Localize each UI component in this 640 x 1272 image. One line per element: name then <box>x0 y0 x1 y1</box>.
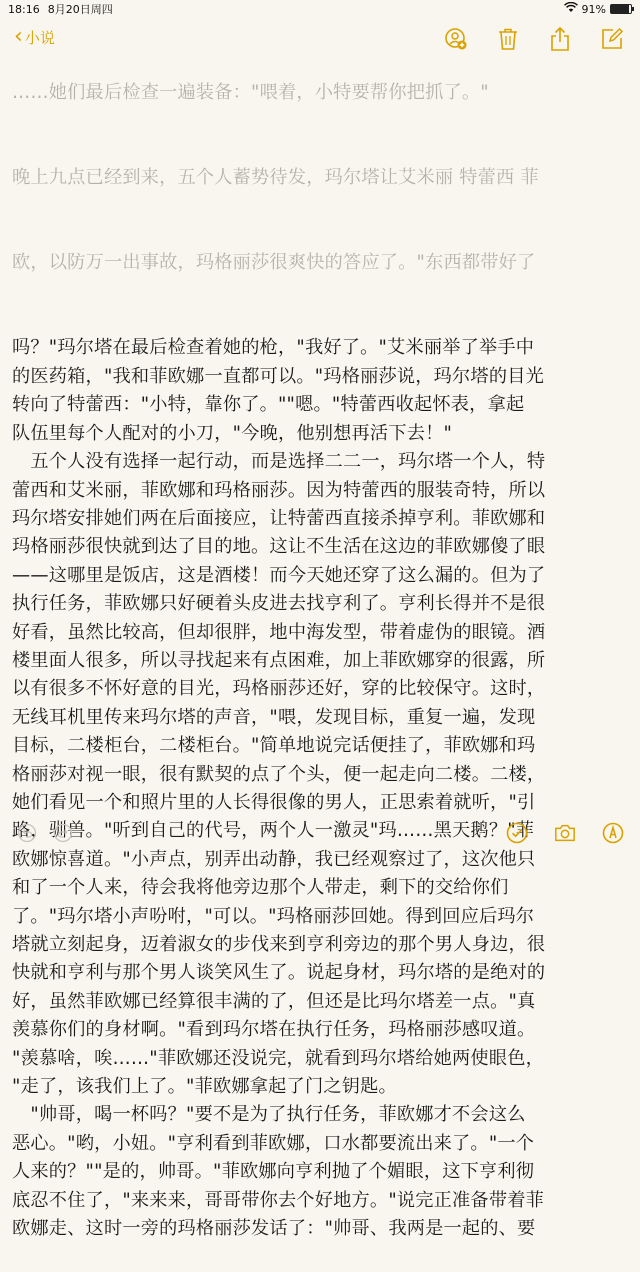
note-body[interactable] <box>12 22 632 1272</box>
note-line: "帅哥，喝一杯吗？"要不是为了执行任务，菲欧娜才不会这么 <box>12 1104 526 1126</box>
note-line: 快就和亨利与那个男人谈笑风生了。说起身材，玛尔塔的是绝对的 <box>12 962 546 984</box>
navigation-bar <box>0 18 640 58</box>
note-line: 格丽莎对视一眼，很有默契的点了个头，便一起走向二楼。二楼， <box>12 763 546 785</box>
status-date: 8月20日周四 <box>47 3 113 16</box>
note-line: 楼里面人很多，所以寻找起来有点困难，加上菲欧娜穿的很露，所 <box>12 649 546 671</box>
status-bar <box>0 0 640 18</box>
note-line: 玛格丽莎很快就到达了目的地。这让不生活在这边的菲欧娜傻了眼 <box>12 536 546 558</box>
note-line: 的医药箱，"我和菲欧娜一直都可以。"玛格丽莎说，玛尔塔的目光 <box>12 365 544 387</box>
note-line: 羡慕你们的身材啊。"看到玛尔塔在执行任务，玛格丽莎感叹道。 <box>12 1019 536 1041</box>
back-button-label: 小说 <box>24 28 55 47</box>
note-line: 无线耳机里传来玛尔塔的声音，"喂，发现目标，重复一遍，发现 <box>12 706 536 728</box>
note-line: 恶心。"哟，小妞。"亨利看到菲欧娜，口水都要流出来了。"一个 <box>12 1132 535 1154</box>
status-right <box>564 2 632 16</box>
back-button[interactable] <box>14 26 55 48</box>
note-line: 了。"玛尔塔小声吩咐，"可以。"玛格丽莎回她。得到回应后玛尔 <box>12 905 535 927</box>
trash-icon[interactable] <box>494 26 522 52</box>
share-icon[interactable] <box>546 26 574 52</box>
battery-percent: 91% <box>581 2 606 16</box>
status-time: 18:16 <box>8 2 40 16</box>
note-line: 目标，二楼柜台，二楼柜台。"简单地说完话便挂了，菲欧娜和玛 <box>12 735 536 757</box>
note-line: 人来的？""是的，帅哥。"菲欧娜向亨利抛了个媚眼，这下亨利彻 <box>12 1161 535 1183</box>
camera-icon[interactable] <box>554 822 576 844</box>
note-line: 和了一个人来，待会我将他旁边那个人带走，剩下的交给你们 <box>12 877 509 899</box>
add-collaborator-icon[interactable] <box>442 26 470 52</box>
note-line: 五个人没有选择一起行动，而是选择二二一，玛尔塔一个人，特 <box>12 451 546 473</box>
note-line-faded: 欧，以防万一出事故，玛格丽莎很爽快的答应了。"东西都带好了 <box>12 252 536 274</box>
note-line: 她们看见一个和照片里的人长得很像的男人，正思索着就听，"引 <box>12 791 536 813</box>
note-line: 蕾西和艾米丽，菲欧娜和玛格丽莎。因为特蕾西的服装奇特，所以 <box>12 479 546 501</box>
battery-icon <box>610 4 632 14</box>
note-line: 底忍不住了，"来来来，哥哥带你去个好地方。"说完正准备带着菲 <box>12 1189 544 1211</box>
note-line: 执行任务，菲欧娜只好硬着头皮进去找亨利了。亨利长得并不是很 <box>12 593 546 615</box>
note-line: 好，虽然菲欧娜已经算很丰满的了，但还是比玛尔塔差一点。"真 <box>12 990 536 1012</box>
note-line: 队伍里每个人配对的小刀，"今晚，他别想再活下去！" <box>12 422 453 444</box>
wifi-icon <box>564 2 578 16</box>
note-line: 塔就立刻起身，迈着淑女的步伐来到亨利旁边的那个男人身边，很 <box>12 934 546 955</box>
note-line: 欧娜走、这时一旁的玛格丽莎发话了："帅哥、我两是一起的、要 <box>12 1218 536 1240</box>
note-line: 路，驯兽。"听到自己的代号，两个人一激灵"玛……黑天鹅？"菲 <box>12 820 535 842</box>
note-line: "羡慕啥，唉……"菲欧娜还没说完，就看到玛尔塔给她两使眼色， <box>12 1047 544 1069</box>
checklist-icon[interactable] <box>506 822 528 844</box>
redo-icon[interactable] <box>52 822 74 844</box>
chevron-left-icon: ‹ <box>14 24 23 49</box>
note-line: 转向了特蕾西："小特，靠你了。""嗯。"特蕾西收起怀表，拿起 <box>12 394 525 416</box>
note-line: 以有很多不怀好意的目光，玛格丽莎还好，穿的比较保守。这时， <box>12 678 546 700</box>
note-line: 欧娜惊喜道。"小声点，别弄出动静，我已经观察过了，这次他只 <box>12 848 536 870</box>
compose-icon[interactable] <box>598 26 626 52</box>
note-line: 好看，虽然比较高，但却很胖，地中海发型，带着虚伪的眼镜。酒 <box>12 621 546 643</box>
note-line: 吗？"玛尔塔在最后检查着她的枪，"我好了。"艾米丽举了举手中 <box>12 337 535 359</box>
markup-pen-icon[interactable] <box>602 822 624 844</box>
note-line: 玛尔塔安排她们两在后面接应，让特蕾西直接杀掉亨利。菲欧娜和 <box>12 507 546 529</box>
note-line: ——这哪里是饭店，这是酒楼！而今天她还穿了这么漏的。但为了 <box>12 564 546 586</box>
undo-icon[interactable] <box>16 822 38 844</box>
note-line: "走了，该我们上了。"菲欧娜拿起了门之钥匙。 <box>12 1076 397 1098</box>
toolbar <box>442 26 626 52</box>
note-line-faded: 晚上九点已经到来，五个人蓄势待发，玛尔塔让艾米丽 特蕾西 菲 <box>12 167 539 189</box>
note-text <box>12 334 632 1243</box>
bottom-toolbar <box>0 813 640 853</box>
note-line-faded: ……她们最后检查一遍装备："喂着，小特要帮你把抓了。" <box>12 81 489 103</box>
